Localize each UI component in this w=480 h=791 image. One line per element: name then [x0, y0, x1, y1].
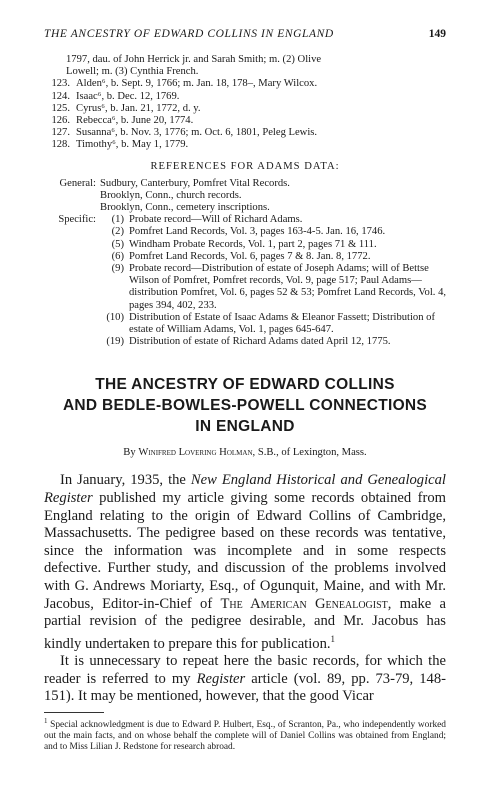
entry-text: Rebecca⁶, b. June 20, 1774.	[76, 115, 194, 127]
footnote-text: Special acknowledgment is due to Edward P. Hulbert, Esq., of Scranton, Pa., who independently worked out the main facts, and on whose behalf the complete will of Daniel Collins was obtained from England; and to Miss Lilian J. Redstone for research abroad.	[44, 720, 446, 753]
item-text: Distribution of Estate of Isaac Adams & Eleanor Fassett; Distribution of estate of William Adams, Vol. 1, pages 645-647.	[129, 311, 435, 336]
journal-title: The American Genealogist	[220, 595, 388, 612]
entry-number: 128.	[51, 139, 70, 151]
item-number: (9)	[111, 263, 124, 275]
footnote-reference: 1	[330, 633, 336, 644]
item-text: Pomfret Land Records, Vol. 6, pages 7 & 8. Jan. 8, 1772.	[129, 250, 371, 262]
item-number: (5)	[111, 238, 124, 250]
item-number: (2)	[111, 226, 124, 238]
page-number: 149	[428, 28, 446, 40]
byline-prefix: By	[123, 447, 136, 459]
general-line: Brooklyn, Conn., church records.	[100, 189, 242, 201]
entry-number: 126.	[51, 115, 70, 127]
continuation-line: Lowell; m. (3) Cynthia French.	[66, 66, 199, 78]
item-text: Distribution of estate of Richard Adams dated April 12, 1775.	[129, 336, 391, 348]
specific-item	[100, 239, 446, 251]
continuation-line: 1797, dau. of John Herrick jr. and Sarah Smith; m. (2) Olive	[66, 54, 322, 65]
running-header	[44, 28, 446, 40]
item-text: Windham Probate Records, Vol. 1, part 2, pages 71 & 111.	[129, 238, 377, 250]
specific-item	[100, 336, 446, 348]
text-run: , make a partial revision of the pedigree desirable, and Mr. Jacobus has kindly undertaken to prepare this for publication.	[44, 595, 447, 652]
entry-number: 123.	[51, 78, 70, 90]
entry-number: 125.	[51, 102, 70, 114]
footnote	[44, 716, 446, 753]
item-number: (10)	[106, 311, 124, 323]
children-list	[44, 78, 446, 151]
article-title	[44, 374, 446, 437]
title-line: AND BEDLE-BOWLES-POWELL CONNECTIONS	[62, 397, 428, 415]
byline	[44, 447, 446, 458]
item-number: (1)	[111, 214, 124, 226]
entry-text: Cyrus⁶, b. Jan. 21, 1772, d. y.	[76, 102, 201, 114]
title-line: THE ANCESTRY OF EDWARD COLLINS	[95, 376, 395, 394]
footnote-divider	[44, 712, 104, 713]
general-label: General:	[59, 177, 96, 189]
paragraph-1	[44, 472, 446, 653]
footnote-mark: 1	[44, 717, 48, 726]
child-entry	[44, 115, 446, 127]
entry-number: 127.	[51, 127, 70, 139]
title-line: IN ENGLAND	[195, 418, 295, 436]
child-entry	[44, 103, 446, 115]
running-title: THE ANCESTRY OF EDWARD COLLINS IN ENGLAND	[44, 28, 334, 40]
specific-item	[100, 214, 446, 226]
references-heading: REFERENCES FOR ADAMS DATA:	[150, 160, 340, 172]
entry-text: Susanna⁶, b. Nov. 3, 1776; m. Oct. 6, 1801, Peleg Lewis.	[76, 127, 318, 139]
byline-suffix: , S.B., of Lexington, Mass.	[252, 447, 367, 459]
specific-item	[100, 226, 446, 238]
child-entry	[44, 139, 446, 151]
journal-title: New England Historical and Genealogical Register	[44, 472, 446, 507]
specific-label: Specific:	[58, 214, 96, 226]
text-run: published my article giving some records obtained from England relating to the origin of Edward Collins of Cambridge, Massachusetts. The pedigree based on these records was tentative, since the information was incomplete and in some respects defective. Further study, and discussion of the problems involved with G. Andrews Moriarty, Esq., of Ogunquit, Maine, and with Mr. Jacobus, Editor-in-Chief of	[44, 490, 446, 612]
item-text: Pomfret Land Records, Vol. 3, pages 163-4-5. Jan. 16, 1746.	[129, 226, 386, 238]
text-run: In January, 1935, the	[60, 472, 191, 489]
specific-item	[100, 312, 446, 336]
child-entry	[44, 78, 446, 90]
item-number: (6)	[111, 250, 124, 262]
general-line: Sudbury, Canterbury, Pomfret Vital Records.	[100, 177, 290, 189]
author-name: Winifred Lovering Holman	[138, 447, 253, 459]
child-entry	[44, 127, 446, 139]
specific-item	[100, 263, 446, 312]
specific-item	[100, 251, 446, 263]
item-text: Probate record—Distribution of estate of Joseph Adams; will of Bettse Wilson of Pomfret, Pomfret records, Vol. 9, page 517; Paul Adams—distribution Pomfret, Vol. 6, pages 52 & 53; Pomfret Land Records, Vol. 4, pages 394, 402, 233.	[129, 263, 447, 311]
journal-title: Register	[196, 670, 246, 687]
item-number: (19)	[106, 336, 124, 348]
entry-text: Isaac⁶, b. Dec. 12, 1769.	[76, 90, 180, 102]
text-run: article (vol. 89, pp. 73-79, 148-151). It may be mentioned, however, that the good Vicar	[44, 670, 446, 705]
item-text: Probate record—Will of Richard Adams.	[129, 214, 303, 226]
general-line: Brooklyn, Conn., cemetery inscriptions.	[100, 202, 270, 214]
text-run: It is unnecessary to repeat here the basic records, for which the reader is referred to my	[44, 653, 446, 687]
general-references	[44, 178, 446, 215]
child-entry	[44, 91, 446, 103]
specific-references	[44, 214, 446, 348]
entry-text: Timothy⁶, b. May 1, 1779.	[76, 139, 189, 151]
entry-text: Alden⁶, b. Sept. 9, 1766; m. Jan. 18, 178–, Mary Wilcox.	[76, 78, 318, 90]
paragraph-2	[44, 653, 446, 706]
references-block	[44, 178, 446, 349]
genealogy-continuation	[44, 54, 446, 152]
entry-number: 124.	[51, 90, 70, 102]
